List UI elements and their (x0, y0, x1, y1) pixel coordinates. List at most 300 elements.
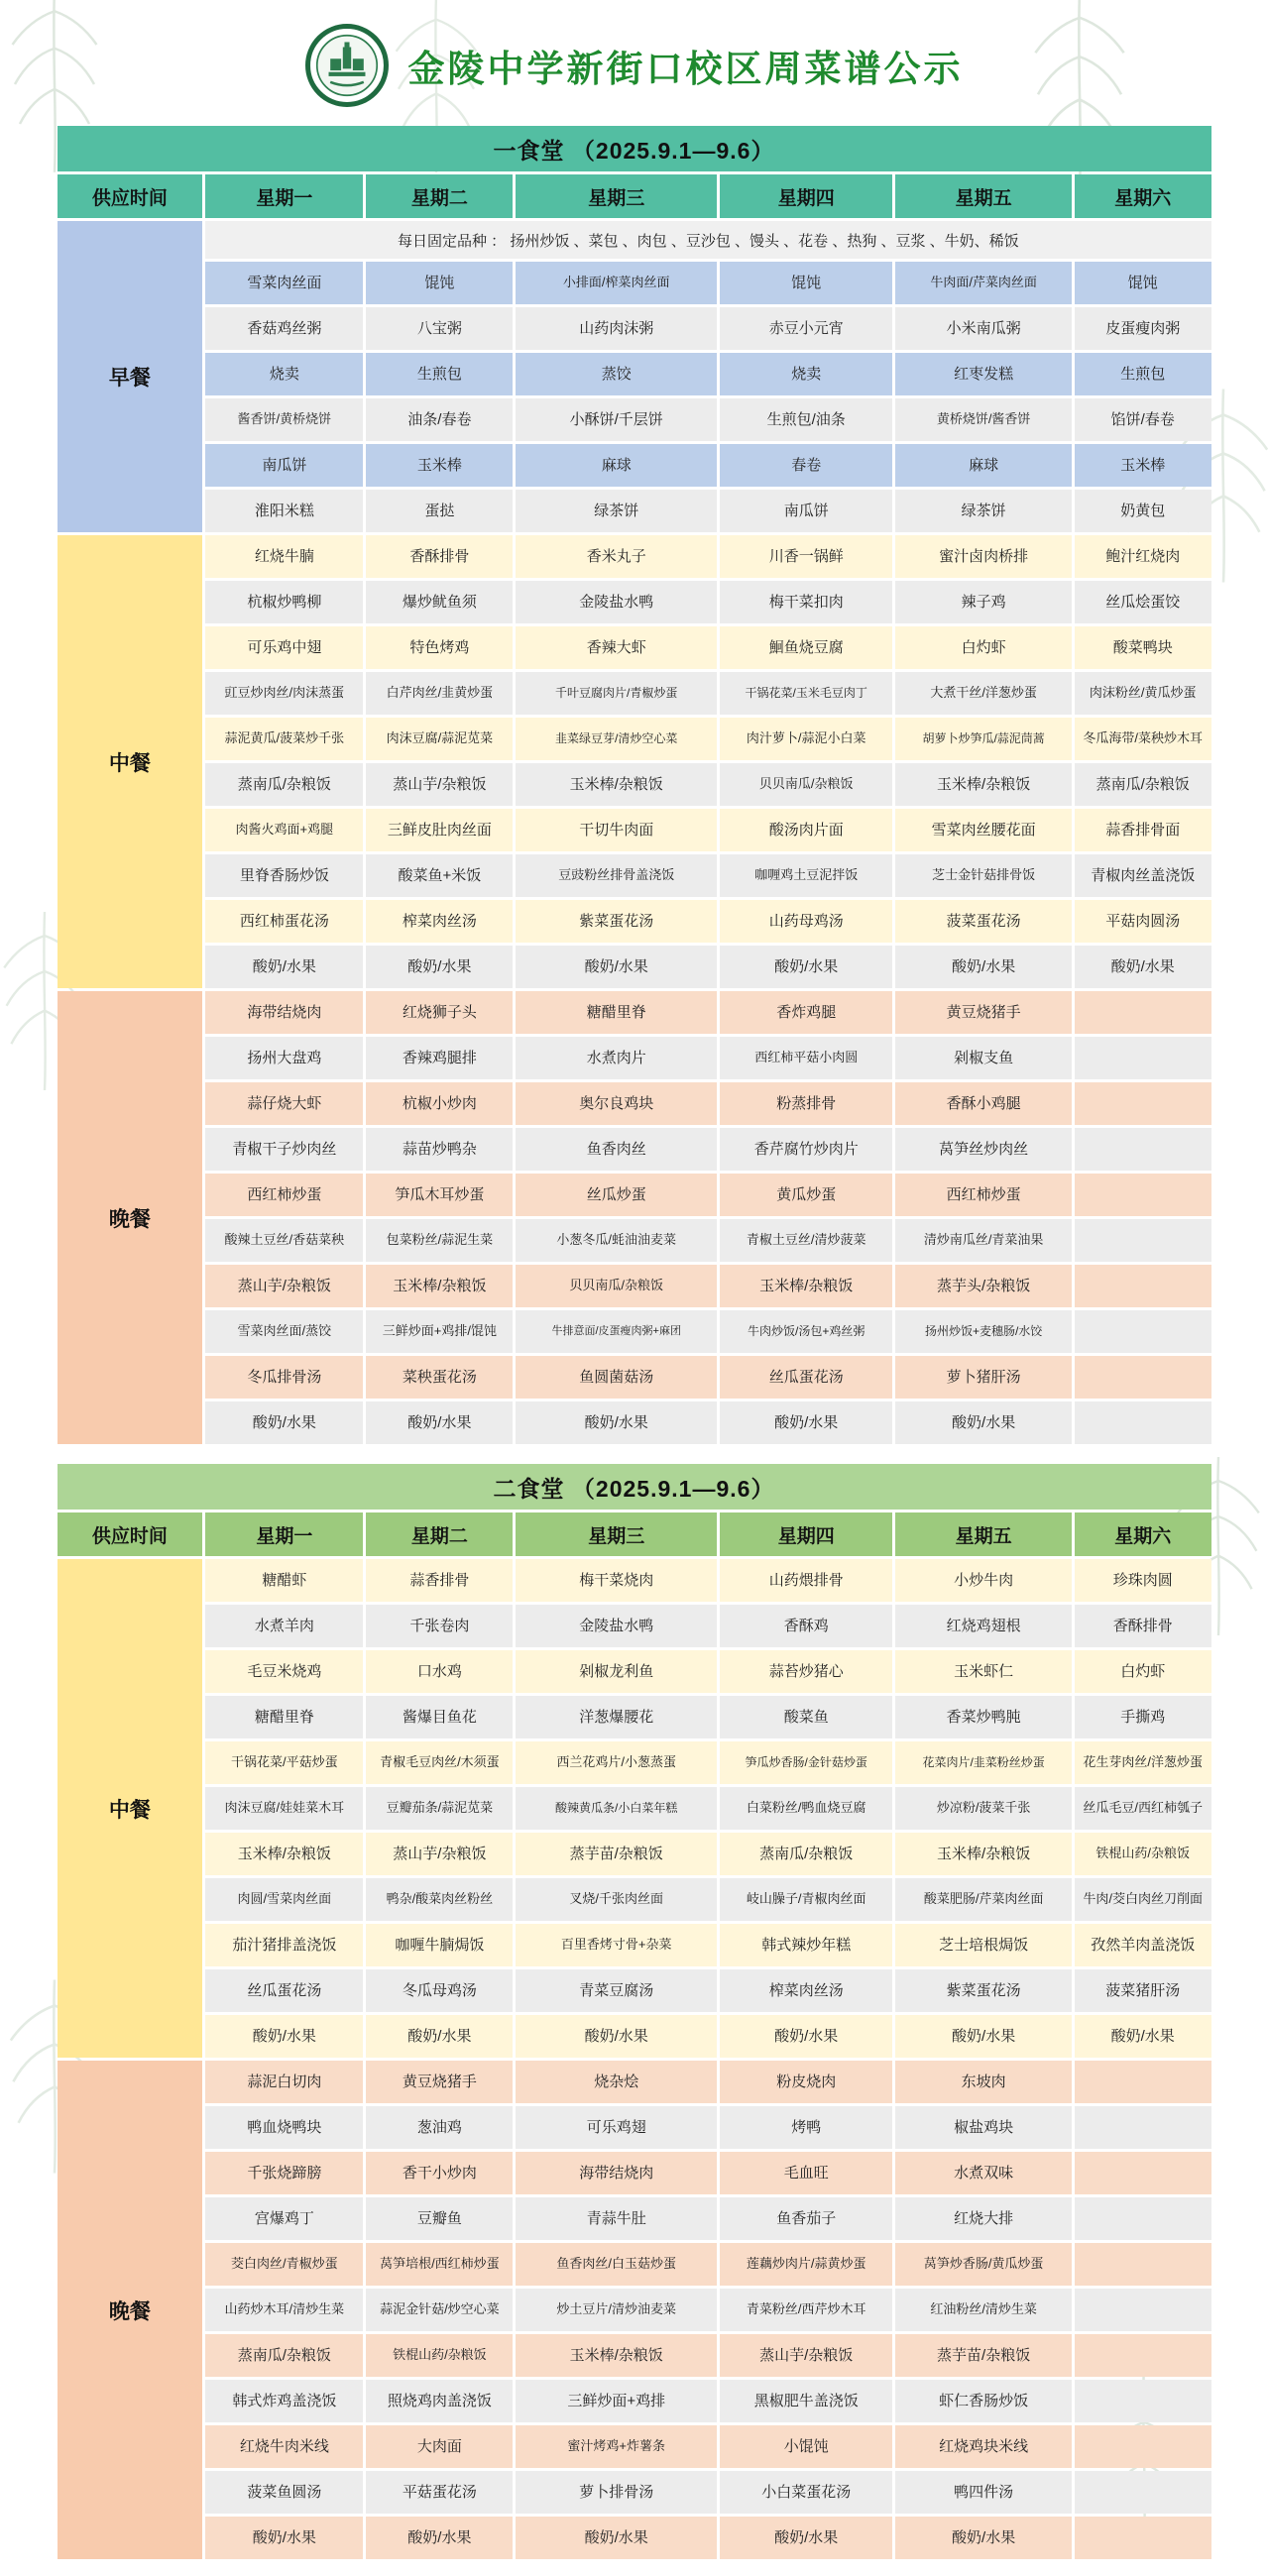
menu-cell: 肉酱火鸡面+鸡腿 (205, 809, 363, 851)
menu-cell: 酸奶/水果 (895, 1401, 1072, 1444)
menu-cell: 洋葱爆腰花 (516, 1696, 717, 1738)
menu-cell: 绿茶饼 (516, 490, 717, 532)
menu-cell: 生煎包 (366, 353, 513, 395)
menu-cell: 冬瓜海带/菜秧炒木耳 (1075, 718, 1211, 760)
menu-cell: 白灼虾 (895, 626, 1072, 669)
menu-cell: 牛肉/茭白肉丝刀削面 (1075, 1878, 1211, 1921)
day-header: 星期六 (1075, 1512, 1211, 1556)
menu-cell: 辣子鸡 (895, 581, 1072, 623)
menu-cell: 粉皮烧肉 (720, 2061, 892, 2103)
menu-cell: 红烧牛肉米线 (205, 2425, 363, 2468)
menu-cell: 香辣鸡腿排 (366, 1037, 513, 1079)
menu-cell: 虾仁香肠炒饭 (895, 2380, 1072, 2422)
menu-cell: 紫菜蛋花汤 (895, 1969, 1072, 2012)
menu-cell: 贝贝南瓜/杂粮饭 (516, 1265, 717, 1307)
menu-cell: 豆瓣茄条/蒜泥苋菜 (366, 1787, 513, 1830)
menu-cell: 鸭血烧鸭块 (205, 2106, 363, 2149)
menu-cell: 铁棍山药/杂粮饭 (1075, 1833, 1211, 1875)
menu-cell: 冬瓜排骨汤 (205, 1356, 363, 1399)
menu-cell: 酸奶/水果 (366, 946, 513, 988)
menu-cell: 蛋挞 (366, 490, 513, 532)
menu-cell (1075, 2243, 1211, 2286)
menu-cell: 千叶豆腐肉片/青椒炒蛋 (516, 672, 717, 715)
menu-cell: 西红柿炒蛋 (895, 1174, 1072, 1216)
menu-cell: 梅干菜扣肉 (720, 581, 892, 623)
menu-cell: 水煮羊肉 (205, 1605, 363, 1647)
menu-cell: 香炸鸡腿 (720, 991, 892, 1034)
menu-cell: 肉沫豆腐/娃娃菜木耳 (205, 1787, 363, 1830)
menu-cell: 蒸南瓜/杂粮饭 (205, 2334, 363, 2377)
menu-cell: 咖喱牛腩焗饭 (366, 1924, 513, 1966)
menu-cell: 蒸山芋/杂粮饭 (205, 1265, 363, 1307)
menu-cell: 山药煨排骨 (720, 1559, 892, 1602)
menu-cell: 包菜粉丝/蒜泥生菜 (366, 1219, 513, 1262)
menu-cell: 蒜苗炒鸭杂 (366, 1128, 513, 1171)
menu-cell: 韭菜绿豆芽/清炒空心菜 (516, 718, 717, 760)
menu-cell: 梅干菜烧肉 (516, 1559, 717, 1602)
menu-cell: 蒸南瓜/杂粮饭 (720, 1833, 892, 1875)
menu-cell: 烤鸭 (720, 2106, 892, 2149)
menu-cell: 赤豆小元宵 (720, 307, 892, 350)
menu-cell: 酸辣黄瓜条/小白菜年糕 (516, 1787, 717, 1830)
menu-cell: 海带结烧肉 (516, 2152, 717, 2194)
section-label: 早餐 (58, 221, 203, 532)
menu-cell: 淮阳米糕 (205, 490, 363, 532)
menu-cell (1075, 1265, 1211, 1307)
menu-cell: 鸭杂/酸菜肉丝粉丝 (366, 1878, 513, 1921)
menu-cell: 菠菜猪肝汤 (1075, 1969, 1211, 2012)
menu-cell: 蜜汁卤肉桥排 (895, 535, 1072, 578)
menu-cell (1075, 2289, 1211, 2331)
menu-cell: 小炒牛肉 (895, 1559, 1072, 1602)
menu-cell: 烧卖 (205, 353, 363, 395)
menu-cell: 玉米棒/杂粮饭 (720, 1265, 892, 1307)
menu-cell: 黄豆烧猪手 (895, 991, 1072, 1034)
menu-cell: 糖醋里脊 (516, 991, 717, 1034)
day-header: 星期二 (366, 174, 513, 218)
menu-cell: 干锅花菜/玉米毛豆肉丁 (720, 672, 892, 715)
menu-cell: 花生芽肉丝/洋葱炒蛋 (1075, 1741, 1211, 1784)
menu-cell: 雪菜肉丝腰花面 (895, 809, 1072, 851)
menu-cell: 红烧鸡块米线 (895, 2425, 1072, 2468)
menu-cell: 酸菜鸭块 (1075, 626, 1211, 669)
menu-cell: 白芹肉丝/韭黄炒蛋 (366, 672, 513, 715)
menu-cell: 东坡肉 (895, 2061, 1072, 2103)
menu-cell: 山药肉沫粥 (516, 307, 717, 350)
menu-cell: 平菇肉圆汤 (1075, 900, 1211, 943)
menu-cell: 蒜泥黄瓜/菠菜炒千张 (205, 718, 363, 760)
menu-cell: 红烧狮子头 (366, 991, 513, 1034)
menu-cell: 茭白肉丝/青椒炒蛋 (205, 2243, 363, 2286)
day-header: 星期四 (720, 1512, 892, 1556)
menu-cell: 宫爆鸡丁 (205, 2197, 363, 2240)
menu-cell: 玉米棒/杂粮饭 (895, 1833, 1072, 1875)
menu-cell: 金陵盐水鸭 (516, 581, 717, 623)
menu-cell (1075, 2152, 1211, 2194)
menu-cell (1075, 2471, 1211, 2514)
menu-cell: 玉米虾仁 (895, 1650, 1072, 1693)
menu-cell: 生煎包/油条 (720, 398, 892, 441)
menu-cell: 黄豆烧猪手 (366, 2061, 513, 2103)
menu-cell: 莴笋丝炒肉丝 (895, 1128, 1072, 1171)
menu-cell (1075, 991, 1211, 1034)
menu-cell: 萝卜排骨汤 (516, 2471, 717, 2514)
day-header: 星期三 (516, 1512, 717, 1556)
menu-cell: 酸辣土豆丝/香菇菜秧 (205, 1219, 363, 1262)
menu-cell: 南瓜饼 (720, 490, 892, 532)
menu-cell: 油条/春卷 (366, 398, 513, 441)
menu-cell: 小馄饨 (720, 2425, 892, 2468)
menu-cell: 香米丸子 (516, 535, 717, 578)
menu-cell: 豆瓣鱼 (366, 2197, 513, 2240)
menu-cell: 红烧鸡翅根 (895, 1605, 1072, 1647)
menu-cell: 馅饼/春卷 (1075, 398, 1211, 441)
menu-cell: 酸奶/水果 (516, 2517, 717, 2559)
menu-cell: 百里香烤寸骨+杂菜 (516, 1924, 717, 1966)
menu-cell: 蒸南瓜/杂粮饭 (205, 763, 363, 806)
menu-cell: 青椒肉丝盖浇饭 (1075, 854, 1211, 897)
menu-cell: 青椒土豆丝/清炒菠菜 (720, 1219, 892, 1262)
menu-cell: 西兰花鸡片/小葱蒸蛋 (516, 1741, 717, 1784)
menu-cell: 莴笋培根/西红柿炒蛋 (366, 2243, 513, 2286)
menu-cell: 香菇鸡丝粥 (205, 307, 363, 350)
menu-cell: 玉米棒 (366, 444, 513, 487)
menu-cell: 鱼香茄子 (720, 2197, 892, 2240)
section-label: 晚餐 (58, 2061, 203, 2559)
menu-cell: 小排面/榨菜肉丝面 (516, 262, 717, 304)
menu-cell: 里脊香肠炒饭 (205, 854, 363, 897)
menu-cell: 花菜肉片/韭菜粉丝炒蛋 (895, 1741, 1072, 1784)
menu-cell: 酸奶/水果 (516, 946, 717, 988)
menu-cell: 蒜香排骨 (366, 1559, 513, 1602)
menu-cell: 葱油鸡 (366, 2106, 513, 2149)
menu-cell: 千张烧蹄膀 (205, 2152, 363, 2194)
menu-cell: 春卷 (720, 444, 892, 487)
menu-cell: 照烧鸡肉盖浇饭 (366, 2380, 513, 2422)
menu-cell: 南瓜饼 (205, 444, 363, 487)
menu-cell: 芝士金针菇排骨饭 (895, 854, 1072, 897)
menu-cell: 玉米棒/杂粮饭 (895, 763, 1072, 806)
menu-cell: 红枣发糕 (895, 353, 1072, 395)
menu-cell: 麻球 (516, 444, 717, 487)
menu-cell: 香菜炒鸭肫 (895, 1696, 1072, 1738)
menu-cell: 毛豆米烧鸡 (205, 1650, 363, 1693)
menu-cell: 冬瓜母鸡汤 (366, 1969, 513, 2012)
menu-cell: 干锅花菜/平菇炒蛋 (205, 1741, 363, 1784)
menu-cell: 香酥排骨 (1075, 1605, 1211, 1647)
menu-cell: 韩式炸鸡盖浇饭 (205, 2380, 363, 2422)
menu-cell: 蜜汁烤鸡+炸薯条 (516, 2425, 717, 2468)
menu-cell: 肉沫粉丝/黄瓜炒蛋 (1075, 672, 1211, 715)
menu-cell: 青菜豆腐汤 (516, 1969, 717, 2012)
menu-cell: 玉米棒/杂粮饭 (516, 2334, 717, 2377)
menu-cell: 八宝粥 (366, 307, 513, 350)
menu-cell: 蒸山芋/杂粮饭 (720, 2334, 892, 2377)
menu-cell: 酸菜肥肠/芹菜肉丝面 (895, 1878, 1072, 1921)
menu-cell: 贝贝南瓜/杂粮饭 (720, 763, 892, 806)
menu-cell: 酸汤肉片面 (720, 809, 892, 851)
menu-cell: 雪菜肉丝面/蒸饺 (205, 1310, 363, 1353)
menu-cell: 大肉面 (366, 2425, 513, 2468)
menu-cell: 黑椒肥牛盖浇饭 (720, 2380, 892, 2422)
menu-cell (1075, 1356, 1211, 1399)
menu-cell: 蒜苔炒猪心 (720, 1650, 892, 1693)
canteen-banner: 一食堂 （2025.9.1—9.6） (58, 126, 1211, 171)
menu-cell: 西红柿平菇小肉圆 (720, 1037, 892, 1079)
menu-cell: 清炒南瓜丝/青菜油果 (895, 1219, 1072, 1262)
menu-cell: 剁椒龙利鱼 (516, 1650, 717, 1693)
menu-cell: 酸奶/水果 (366, 1401, 513, 1444)
menu-cell: 酸奶/水果 (720, 2517, 892, 2559)
menu-cell: 酸奶/水果 (720, 946, 892, 988)
menu-cell: 榨菜肉丝汤 (366, 900, 513, 943)
menu-cell: 蒸山芋/杂粮饭 (366, 1833, 513, 1875)
menu-cell: 蒜泥白切肉 (205, 2061, 363, 2103)
menu-cell: 丝瓜蛋花汤 (205, 1969, 363, 2012)
menu-cell: 蒸山芋/杂粮饭 (366, 763, 513, 806)
menu-cell: 牛肉炒饭/汤包+鸡丝粥 (720, 1310, 892, 1353)
menu-cell (1075, 1401, 1211, 1444)
menu-cell (1075, 2380, 1211, 2422)
day-header: 星期二 (366, 1512, 513, 1556)
menu-cell: 酸奶/水果 (366, 2517, 513, 2559)
menu-cell: 酸菜鱼 (720, 1696, 892, 1738)
menu-cell: 青菜粉丝/西芹炒木耳 (720, 2289, 892, 2331)
menu-cell: 酱爆目鱼花 (366, 1696, 513, 1738)
menu-cell: 千张卷肉 (366, 1605, 513, 1647)
menu-cell: 铁棍山药/杂粮饭 (366, 2334, 513, 2377)
menu-cell: 肉圆/雪菜肉丝面 (205, 1878, 363, 1921)
menu-cell: 炒土豆片/清炒油麦菜 (516, 2289, 717, 2331)
menu-cell: 榨菜肉丝汤 (720, 1969, 892, 2012)
menu-cell: 馄饨 (1075, 262, 1211, 304)
menu-cell: 口水鸡 (366, 1650, 513, 1693)
menu-cell: 粉蒸排骨 (720, 1082, 892, 1125)
menu-cell: 香芹腐竹炒肉片 (720, 1128, 892, 1171)
menu-cell: 西红柿炒蛋 (205, 1174, 363, 1216)
menu-cell: 水煮肉片 (516, 1037, 717, 1079)
menu-cell (1075, 1082, 1211, 1125)
menu-cell: 咖喱鸡土豆泥拌饭 (720, 854, 892, 897)
page-title: 金陵中学新街口校区周菜谱公示 (407, 49, 964, 89)
menu-cell: 平菇蛋花汤 (366, 2471, 513, 2514)
menu-cell: 酱香饼/黄桥烧饼 (205, 398, 363, 441)
menu-cell: 三鲜皮肚肉丝面 (366, 809, 513, 851)
menu-cell: 黄桥烧饼/酱香饼 (895, 398, 1072, 441)
menu-cell: 肉沫豆腐/蒜泥苋菜 (366, 718, 513, 760)
section-label: 中餐 (58, 535, 203, 988)
supply-time-header: 供应时间 (58, 174, 203, 218)
fixed-items-note: 每日固定品种 ： 扬州炒饭 、菜包 、肉包 、豆沙包 、馒头 、花卷 、热狗 、豆浆 、牛奶、稀饭 (205, 221, 1210, 259)
menu-cell: 酸奶/水果 (516, 1401, 717, 1444)
menu-cell (1075, 1174, 1211, 1216)
menu-cell: 小米南瓜粥 (895, 307, 1072, 350)
menu-cell: 糖醋虾 (205, 1559, 363, 1602)
menu-cell: 剁椒支鱼 (895, 1037, 1072, 1079)
canteen-1 (0, 123, 1268, 1447)
menu-cell: 酸奶/水果 (205, 946, 363, 988)
menu-cell: 莴笋炒香肠/黄瓜炒蛋 (895, 2243, 1072, 2286)
menu-cell: 鱼香肉丝 (516, 1128, 717, 1171)
day-header: 星期一 (205, 1512, 363, 1556)
menu-cell: 山药母鸡汤 (720, 900, 892, 943)
menu-cell: 可乐鸡翅 (516, 2106, 717, 2149)
menu-cell: 玉米棒 (1075, 444, 1211, 487)
menu-cell: 胡萝卜炒笋瓜/蒜泥茼蒿 (895, 718, 1072, 760)
menu-cell: 丝瓜蛋花汤 (720, 1356, 892, 1399)
menu-cell: 小酥饼/千层饼 (516, 398, 717, 441)
menu-cell: 鱼香肉丝/白玉菇炒蛋 (516, 2243, 717, 2286)
menu-table (55, 123, 1214, 1447)
menu-cell: 炒凉粉/菠菜千张 (895, 1787, 1072, 1830)
menu-cell: 香辣大虾 (516, 626, 717, 669)
menu-cell: 鮰鱼烧豆腐 (720, 626, 892, 669)
menu-cell: 青椒毛豆肉丝/木须蛋 (366, 1741, 513, 1784)
menu-cell: 杭椒炒鸭柳 (205, 581, 363, 623)
menu-cell: 芝士培根焗饭 (895, 1924, 1072, 1966)
menu-cell (1075, 2197, 1211, 2240)
menu-cell: 鱼圆菌菇汤 (516, 1356, 717, 1399)
menu-cell: 笋瓜木耳炒蛋 (366, 1174, 513, 1216)
menu-cell: 爆炒鱿鱼须 (366, 581, 513, 623)
menu-cell: 岐山臊子/青椒肉丝面 (720, 1878, 892, 1921)
menu-cell: 酸奶/水果 (205, 2015, 363, 2058)
day-header: 星期一 (205, 174, 363, 218)
menu-cell: 水煮双味 (895, 2152, 1072, 2194)
menu-cell: 奶黄包 (1075, 490, 1211, 532)
section-label: 晚餐 (58, 991, 203, 1444)
menu-cell: 三鲜炒面+鸡排/馄饨 (366, 1310, 513, 1353)
menu-cell: 蒜泥金针菇/炒空心菜 (366, 2289, 513, 2331)
menu-cell: 红烧大排 (895, 2197, 1072, 2240)
menu-cell: 丝瓜炒蛋 (516, 1174, 717, 1216)
menu-cell (1075, 2334, 1211, 2377)
menu-cell (1075, 1219, 1211, 1262)
menu-cell: 酸奶/水果 (895, 946, 1072, 988)
menu-cell: 酸奶/水果 (895, 2517, 1072, 2559)
menu-cell: 鲍汁红烧肉 (1075, 535, 1211, 578)
menu-cell: 小白菜蛋花汤 (720, 2471, 892, 2514)
menu-cell: 黄瓜炒蛋 (720, 1174, 892, 1216)
menu-cell: 丝瓜烩蛋饺 (1075, 581, 1211, 623)
menu-cell: 蒸南瓜/杂粮饭 (1075, 763, 1211, 806)
menu-cell: 蒸芋苗/杂粮饭 (516, 1833, 717, 1875)
menu-cell: 笋瓜炒香肠/金针菇炒蛋 (720, 1741, 892, 1784)
menu-cell (1075, 2106, 1211, 2149)
menu-cell: 青蒜牛肚 (516, 2197, 717, 2240)
menu-cell: 韩式辣炒年糕 (720, 1924, 892, 1966)
menu-cell: 毛血旺 (720, 2152, 892, 2194)
menu-cell: 糖醋里脊 (205, 1696, 363, 1738)
menu-cell: 蒸芋苗/杂粮饭 (895, 2334, 1072, 2377)
menu-cell: 杭椒小炒肉 (366, 1082, 513, 1125)
menu-cell: 大煮干丝/洋葱炒蛋 (895, 672, 1072, 715)
menu-cell: 叉烧/千张肉丝面 (516, 1878, 717, 1921)
menu-cell: 扬州大盘鸡 (205, 1037, 363, 1079)
menu-cell: 白灼虾 (1075, 1650, 1211, 1693)
menu-cell: 麻球 (895, 444, 1072, 487)
menu-cell: 豆豉粉丝排骨盖浇饭 (516, 854, 717, 897)
menu-cell: 萝卜猪肝汤 (895, 1356, 1072, 1399)
menu-cell: 蒸饺 (516, 353, 717, 395)
day-header: 星期六 (1075, 174, 1211, 218)
day-header: 星期三 (516, 174, 717, 218)
menu-cell: 茄汁猪排盖浇饭 (205, 1924, 363, 1966)
menu-cell: 烧杂烩 (516, 2061, 717, 2103)
menu-cell: 皮蛋瘦肉粥 (1075, 307, 1211, 350)
menu-cell: 川香一锅鲜 (720, 535, 892, 578)
menu-cell: 酸奶/水果 (720, 2015, 892, 2058)
menu-cell: 玉米棒/杂粮饭 (205, 1833, 363, 1875)
menu-cell: 酸奶/水果 (720, 1401, 892, 1444)
menu-cell: 孜然羊肉盖浇饭 (1075, 1924, 1211, 1966)
menu-cell: 青椒干子炒肉丝 (205, 1128, 363, 1171)
menu-cell (1075, 2517, 1211, 2559)
menu-cell: 酸奶/水果 (1075, 2015, 1211, 2058)
menu-cell: 莲藕炒肉片/蒜黄炒蛋 (720, 2243, 892, 2286)
menu-cell: 烧卖 (720, 353, 892, 395)
menu-cell: 椒盐鸡块 (895, 2106, 1072, 2149)
menu-cell: 蒜仔烧大虾 (205, 1082, 363, 1125)
section-label: 中餐 (58, 1559, 203, 2058)
menu-cell: 酸奶/水果 (366, 2015, 513, 2058)
menu-cell: 干切牛肉面 (516, 809, 717, 851)
menu-cell: 蒸芋头/杂粮饭 (895, 1265, 1072, 1307)
menu-cell: 牛肉面/芹菜肉丝面 (895, 262, 1072, 304)
menu-cell: 三鲜炒面+鸡排 (516, 2380, 717, 2422)
menu-cell: 香酥鸡 (720, 1605, 892, 1647)
menu-cell: 菠菜蛋花汤 (895, 900, 1072, 943)
supply-time-header: 供应时间 (58, 1512, 203, 1556)
menu-cell: 酸菜鱼+米饭 (366, 854, 513, 897)
menu-cell: 红烧牛腩 (205, 535, 363, 578)
menu-cell: 酸奶/水果 (1075, 946, 1211, 988)
menu-cell: 生煎包 (1075, 353, 1211, 395)
menu-cell: 白菜粉丝/鸭血烧豆腐 (720, 1787, 892, 1830)
menu-cell: 香干小炒肉 (366, 2152, 513, 2194)
menu-cell: 雪菜肉丝面 (205, 262, 363, 304)
menu-cell: 蒜香排骨面 (1075, 809, 1211, 851)
day-header: 星期五 (895, 1512, 1072, 1556)
day-header: 星期五 (895, 174, 1072, 218)
menu-cell: 牛排意面/皮蛋瘦肉粥+麻团 (516, 1310, 717, 1353)
menu-cell: 西红柿蛋花汤 (205, 900, 363, 943)
menu-cell: 鸭四件汤 (895, 2471, 1072, 2514)
menu-cell: 小葱冬瓜/蚝油油麦菜 (516, 1219, 717, 1262)
canteen-banner: 二食堂 （2025.9.1—9.6） (58, 1464, 1211, 1510)
menu-cell: 香酥小鸡腿 (895, 1082, 1072, 1125)
menu-cell: 酸奶/水果 (205, 2517, 363, 2559)
menu-cell: 绿茶饼 (895, 490, 1072, 532)
menu-cell: 豇豆炒肉丝/肉沫蒸蛋 (205, 672, 363, 715)
menu-cell: 馄饨 (720, 262, 892, 304)
menu-cell: 紫菜蛋花汤 (516, 900, 717, 943)
menu-cell (1075, 2061, 1211, 2103)
menu-cell (1075, 1310, 1211, 1353)
menu-cell: 手撕鸡 (1075, 1696, 1211, 1738)
menu-cell: 菠菜鱼圆汤 (205, 2471, 363, 2514)
menu-cell: 红油粉丝/清炒生菜 (895, 2289, 1072, 2331)
menu-cell: 馄饨 (366, 262, 513, 304)
school-logo (305, 24, 389, 107)
menu-cell: 奥尔良鸡块 (516, 1082, 717, 1125)
menu-cell: 香酥排骨 (366, 535, 513, 578)
menu-cell: 酸奶/水果 (516, 2015, 717, 2058)
menu-cell: 金陵盐水鸭 (516, 1605, 717, 1647)
menu-cell: 酸奶/水果 (205, 1401, 363, 1444)
menu-cell (1075, 1128, 1211, 1171)
menu-cell: 肉汁萝卜/蒜泥小白菜 (720, 718, 892, 760)
